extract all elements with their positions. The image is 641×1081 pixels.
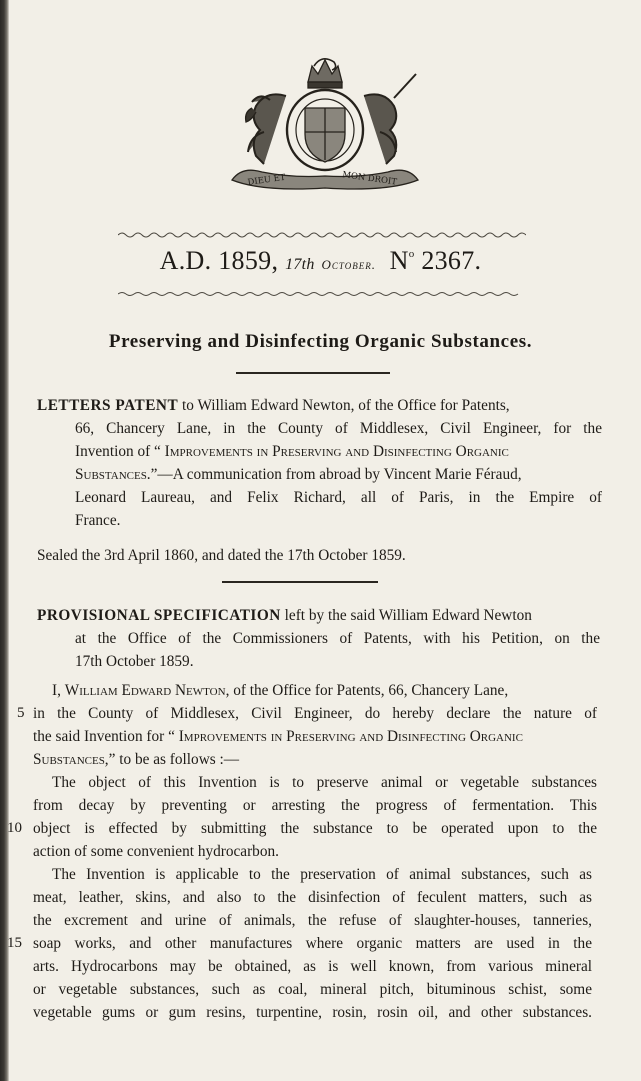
letters-patent-line-4: Substances.”—A communication from abroad by Vincent Marie Féraud,	[75, 466, 522, 483]
body-line-14: or vegetable substances, such as coal, mineral pitch, bituminous schist, some	[33, 981, 592, 998]
number-prefix: N	[389, 246, 409, 275]
body-line-1: I, William Edward Newton, of the Office for Patents, 66, Chancery Lane,	[52, 682, 509, 699]
sealed-line: Sealed the 3rd April 1860, and dated the 17th October 1859.	[37, 547, 406, 564]
patent-date-line	[0, 246, 641, 276]
body-line-13: arts. Hydrocarbons may be obtained, as is well known, from various mineral	[33, 958, 592, 975]
crest-motto-left: DIEU ET	[247, 172, 287, 188]
body-line-3: the said Invention for “ Improvements in Preserving and Disinfecting Organic	[33, 728, 523, 745]
wavy-rule-bottom	[118, 290, 526, 298]
patent-number: 2367.	[421, 246, 482, 275]
letters-patent-lead: LETTERS PATENT	[37, 397, 179, 414]
body-line-5: The object of this Invention is to preserve animal or vegetable substances	[52, 774, 597, 791]
body-line-2: in the County of Middlesex, Civil Engineer, do hereby declare the nature of	[33, 705, 597, 722]
letters-patent-line-1: LETTERS PATENT to William Edward Newton, of the Office for Patents,	[37, 397, 510, 414]
section-rule	[222, 581, 378, 583]
title-rule	[236, 372, 390, 374]
line-number-15: 15	[7, 935, 22, 951]
number-sup: o	[408, 248, 415, 260]
day: 17th	[285, 256, 315, 273]
year: 1859,	[218, 246, 279, 275]
body-line-9: The Invention is applicable to the preservation of animal substances, such as	[52, 866, 592, 883]
body-line-7: object is effected by submitting the substance to be operated upon to the	[33, 820, 597, 837]
royal-coat-of-arms-icon	[212, 52, 438, 194]
letters-patent-line-5: Leonard Laureau, and Felix Richard, all of Paris, in the Empire of	[75, 489, 602, 506]
wavy-rule-top	[118, 231, 526, 239]
letters-patent-line-6: France.	[75, 512, 121, 529]
provisional-line-1: PROVISIONAL SPECIFICATION left by the said William Edward Newton	[37, 607, 532, 624]
body-line-6: from decay by preventing or arresting the progress of fermentation. This	[33, 797, 597, 814]
body-line-11: the excrement and urine of animals, the refuse of slaughter-houses, tanneries,	[33, 912, 592, 929]
provisional-line-3: 17th October 1859.	[75, 653, 194, 670]
line-number-5: 5	[17, 705, 25, 721]
body-line-4: Substances,” to be as follows :—	[33, 751, 240, 768]
month: October.	[321, 257, 377, 272]
crest-motto-right: MON DROIT	[341, 170, 398, 188]
provisional-lead: PROVISIONAL SPECIFICATION	[37, 607, 281, 624]
body-line-10: meat, leather, skins, and also to the disinfection of feculent matters, such as	[33, 889, 592, 906]
body-line-12: soap works, and other manufactures where organic matters are used in the	[33, 935, 592, 952]
provisional-line-2: at the Office of the Commissioners of Patents, with his Petition, on the	[75, 630, 600, 647]
line-number-10: 10	[7, 820, 22, 836]
body-line-8: action of some convenient hydrocarbon.	[33, 843, 279, 860]
letters-patent-line-3: Invention of “ Improvements in Preserving and Disinfecting Organic	[75, 443, 509, 460]
letters-patent-line-2: 66, Chancery Lane, in the County of Middlesex, Civil Engineer, for the	[75, 420, 602, 437]
ad-label: A.D.	[159, 246, 212, 275]
document-title: Preserving and Disinfecting Organic Substances.	[108, 331, 533, 352]
body-line-15: vegetable gums or gum resins, turpentine, rosin, rosin oil, and other substances.	[33, 1004, 592, 1021]
page-binding-edge	[0, 0, 9, 1081]
